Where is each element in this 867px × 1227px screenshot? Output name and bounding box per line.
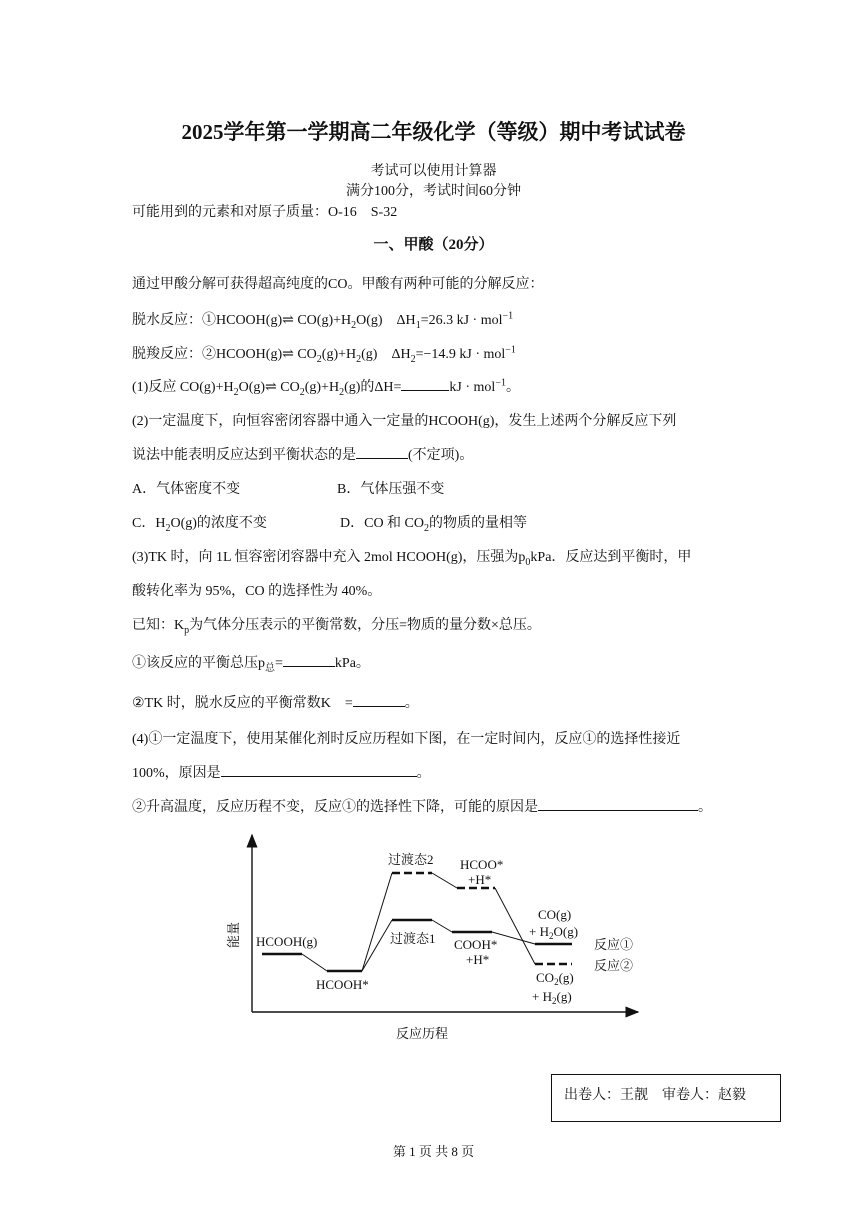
reaction-2: 脱羧反应：②HCOOH(g)⇌ $CO_2(g)+H_2(g)$ $\Delta H_2=-14.9$ kJ · mol$^{-1}$	[132, 344, 516, 365]
answer-blank-q4-2[interactable]	[538, 797, 698, 811]
answer-blank-q4-1[interactable]	[221, 763, 417, 777]
label-hcooh-g: HCOOH(g)	[256, 934, 318, 949]
answer-blank-q1[interactable]	[401, 377, 449, 391]
label-co2-2: + $H_2(g)$	[532, 989, 572, 1006]
reaction-2-connectors	[362, 873, 535, 971]
question-3-line2: 酸转化率为 95%，CO 的选择性为 40%。	[132, 584, 382, 599]
label-cooh-2: +H*	[466, 952, 490, 967]
author-box: 出卷人：王靓 审卷人：赵毅	[551, 1074, 781, 1122]
answer-blank-q2[interactable]	[356, 445, 408, 459]
answer-blank-q3-1[interactable]	[283, 653, 335, 667]
option-d: D．CO 和 $CO_2$的物质的量相等	[340, 516, 528, 534]
label-co2-1: $CO_2(g)$	[536, 970, 574, 987]
question-3-sub2: ②TK 时，脱水反应的平衡常数K = 。	[132, 692, 419, 712]
question-2-line1: (2)一定温度下，向恒容密闭容器中通入一定量的HCOOH(g)，发生上述两个分解反应下列	[132, 414, 677, 429]
reaction-1: 脱水反应：①HCOOH(g)⇌ $CO(g)+H_2O(g)$ $\Delta H_1=26.3$ kJ · mol$^{-1}$	[132, 310, 514, 331]
question-3-known: 已知：$K_p$为气体分压表示的平衡常数，分压=物质的量分数×总压。	[132, 618, 541, 636]
option-b: B．气体压强不变	[337, 482, 445, 497]
answer-blank-q3-2[interactable]	[353, 693, 405, 707]
label-co-1: CO(g)	[538, 907, 572, 922]
question-4-line1: (4)①一定温度下，使用某催化剂时反应历程如下图，在一定时间内，反应①的选择性接近	[132, 732, 681, 747]
legend-reaction-2: 反应②	[594, 958, 634, 973]
question-1: (1)反应 $CO(g)+H_2O(g)\rightleftharpoons$ $CO_2(g)+H_2(g)$的ΔH= kJ · mol$^{-1}$。	[132, 377, 520, 398]
label-ts2: 过渡态2	[388, 852, 434, 867]
question-3-sub1: ①该反应的平衡总压$p_总=$ kPa。	[132, 652, 370, 672]
label-hcoo-1: HCOO*	[460, 857, 504, 872]
section-title: 一、甲酸（20分）	[373, 237, 494, 253]
question-3-line1: (3)TK 时，向 1L 恒容密闭容器中充入 2mol HCOOH(g)，压强为$p_0kPa$．反应达到平衡时，甲	[132, 550, 692, 568]
energy-profile-diagram	[220, 825, 660, 1050]
label-cooh-1: COOH*	[454, 937, 498, 952]
exam-note-calculator: 考试可以使用计算器	[370, 164, 497, 179]
label-ts1: 过渡态1	[390, 931, 436, 946]
x-axis-label: 反应历程	[395, 1026, 449, 1041]
y-axis-label: 能量	[226, 921, 241, 949]
question-4-line3: ②升高温度，反应历程不变，反应①的选择性下降，可能的原因是 。	[132, 796, 712, 816]
question-4-line2: 100%，原因是 。	[132, 762, 431, 782]
option-a: A．气体密度不变	[132, 482, 241, 497]
page-title: 2025学年第一学期高二年级化学（等级）期中考试试卷	[181, 120, 686, 144]
option-c: C．$H_2O(g)$的浓度不变	[132, 516, 267, 534]
atomic-masses: 可能用到的元素和对原子质量：O-16 S-32	[132, 205, 398, 220]
label-co-2: + $H_2O(g)$	[529, 924, 579, 941]
legend-reaction-1: 反应①	[594, 937, 634, 952]
exam-note-score-time: 满分100分，考试时间60分钟	[346, 184, 521, 199]
label-hcooh-ads: HCOOH*	[316, 977, 369, 992]
intro-text: 通过甲酸分解可获得超高纯度的CO。甲酸有两种可能的分解反应：	[132, 277, 544, 292]
page-number: 第 1 页 共 8 页	[392, 1144, 475, 1159]
question-2-line2: 说法中能表明反应达到平衡状态的是 (不定项)。	[132, 444, 473, 464]
label-hcoo-2: +H*	[468, 872, 492, 887]
